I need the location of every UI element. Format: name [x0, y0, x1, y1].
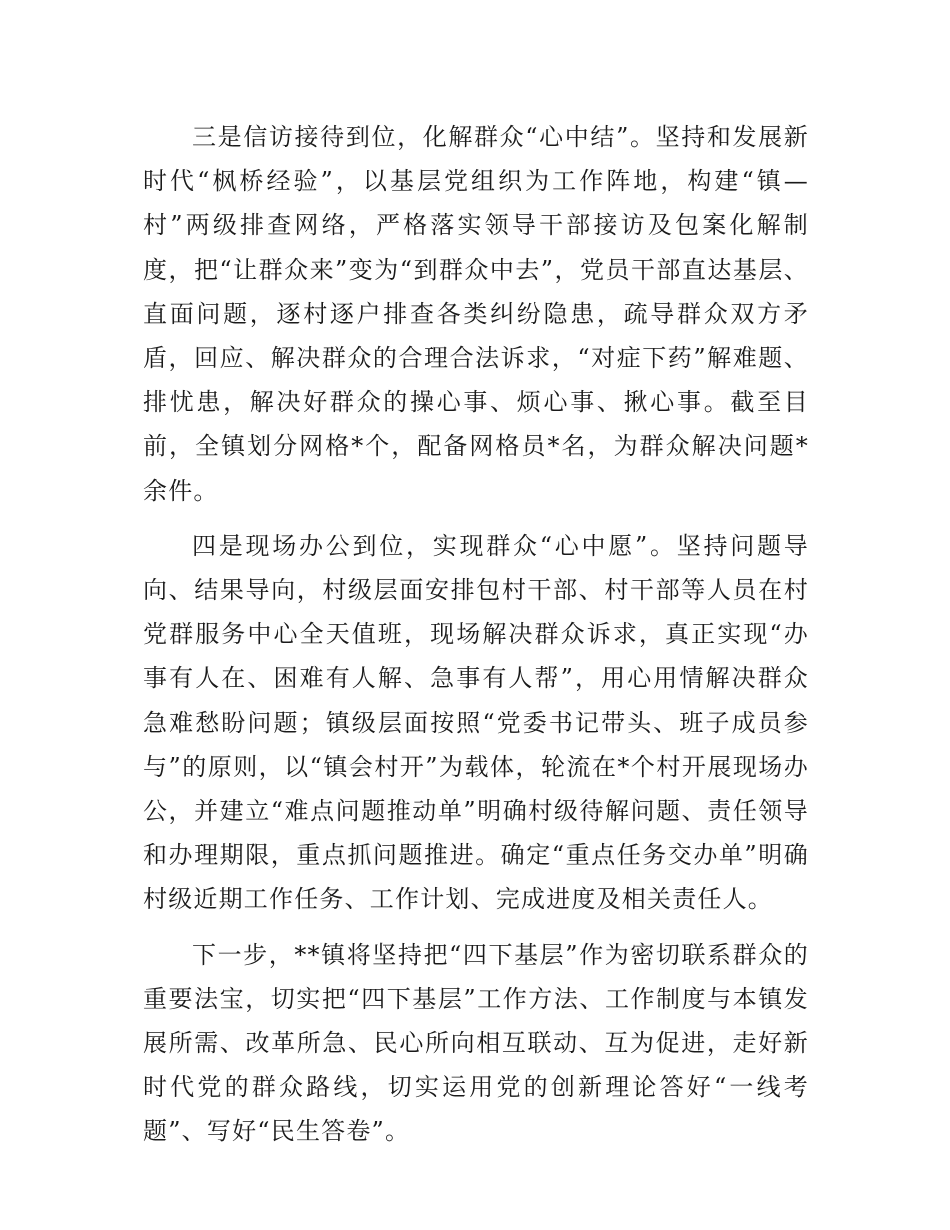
paragraph-next-steps: 下一步，**镇将坚持把“四下基层”作为密切联系群众的重要法宝，切实把“四下基层”工作方法、工作制度与本镇发展所需、改革所急、民心所向相互联动、互为促进，走好新时代党的群众路线，切实运用党的创新理论答好“一线考题”、写好“民生答卷”。 [143, 940, 809, 1146]
document-page [143, 115, 809, 1165]
paragraph-letters-visits: 三是信访接待到位，化解群众“心中结”。坚持和发展新时代“枫桥经验”，以基层党组织为工作阵地，构建“镇—村”两级排查网络，严格落实领导干部接访及包案化解制度，把“让群众来”变为“到群众中去”，党员干部直达基层、直面问题，逐村逐户排查各类纠纷隐患，疏导群众双方矛盾，回应、解决群众的合理合法诉求，“对症下药”解难题、排忧患，解决好群众的操心事、烦心事、揪心事。截至目前，全镇划分网格*个，配备网格员*名，为群众解决问题*余件。 [143, 123, 809, 505]
paragraph-onsite-office: 四是现场办公到位，实现群众“心中愿”。坚持问题导向、结果导向，村级层面安排包村干部、村干部等人员在村党群服务中心全天值班，现场解决群众诉求，真正实现“办事有人在、困难有人解、急事有人帮”，用心用情解决群众急难愁盼问题；镇级层面按照“党委书记带头、班子成员参与”的原则，以“镇会村开”为载体，轮流在*个村开展现场办公，并建立“难点问题推动单”明确村级待解问题、责任领导和办理期限，重点抓问题推进。确定“重点任务交办单”明确村级近期工作任务、工作计划、完成进度及相关责任人。 [143, 531, 809, 914]
